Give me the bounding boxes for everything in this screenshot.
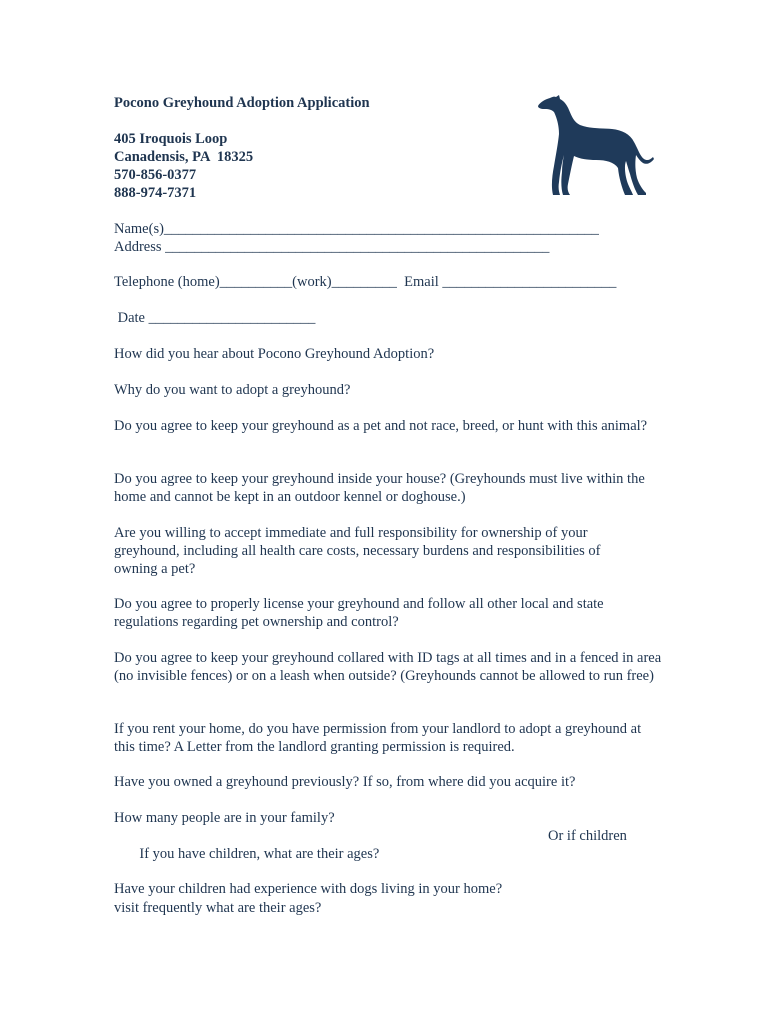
address-line-1: 405 Iroquois Loop xyxy=(114,131,228,147)
question-text: Do you agree to keep your greyhound inside your house? (Greyhounds must live within the home and cannot be kept in an outdoor kennel or doghouse.) xyxy=(114,471,645,505)
question-11 xyxy=(114,880,674,898)
question-10 xyxy=(114,809,714,917)
question-text: Do you agree to keep your greyhound collared with ID tags at all times and in a fenced in area (no invisible fences) or on a leash when outside? (Greyhounds cannot be allowed to run free) xyxy=(114,650,662,684)
greyhound-icon xyxy=(532,92,657,198)
question-text: If you rent your home, do you have permission from your landlord to adopt a greyhound at this time? A Letter from the landlord granting permission is required. xyxy=(114,721,642,755)
question-text: Why do you want to adopt a greyhound? xyxy=(114,382,351,398)
address-line-2: Canadensis, PA 18325 xyxy=(114,149,254,165)
question-1 xyxy=(114,345,674,363)
telephone-email-text: Telephone (home)__________(work)_________ Email ________________________ xyxy=(114,274,617,290)
date-field[interactable] xyxy=(114,309,674,327)
address-field[interactable]: Address _____________________________________________________ xyxy=(114,239,550,255)
question-text: Do you agree to keep your greyhound as a pet and not race, breed, or hunt with this animal? xyxy=(114,418,648,434)
question-4 xyxy=(114,470,659,506)
question-text: If you have children, what are their ages? xyxy=(135,846,380,862)
question-8 xyxy=(114,720,659,756)
question-text: How did you hear about Pocono Greyhound Adoption? xyxy=(114,346,435,362)
question-text: Or if children xyxy=(548,828,627,844)
telephone-email-field[interactable] xyxy=(114,273,714,291)
question-7 xyxy=(114,649,666,685)
title-text: Pocono Greyhound Adoption Application xyxy=(114,95,370,111)
date-text: Date _______________________ xyxy=(114,310,316,326)
question-6 xyxy=(114,595,644,631)
question-text: Have your children had experience with dogs living in your home? xyxy=(114,881,503,897)
question-9 xyxy=(114,773,674,791)
applicant-fields xyxy=(114,220,714,256)
question-text: How many people are in your family? xyxy=(114,810,335,826)
question-2 xyxy=(114,381,674,399)
phone-line-2: 888-974-7371 xyxy=(114,185,197,201)
question-5 xyxy=(114,524,639,578)
names-field[interactable]: Name(s)____________________________________________________________ xyxy=(114,221,599,237)
question-text: Do you agree to properly license your greyhound and follow all other local and state regulations regarding pet ownership and control? xyxy=(114,596,604,630)
question-text: Have you owned a greyhound previously? If so, from where did you acquire it? xyxy=(114,774,576,790)
question-3 xyxy=(114,417,659,435)
phone-line-1: 570-856-0377 xyxy=(114,167,197,183)
question-text: Are you willing to accept immediate and full responsibility for ownership of your greyhound, including all health care costs, necessary burdens and responsibilities of owning a pet? xyxy=(114,525,601,577)
question-text: visit frequently what are their ages? xyxy=(114,900,322,916)
